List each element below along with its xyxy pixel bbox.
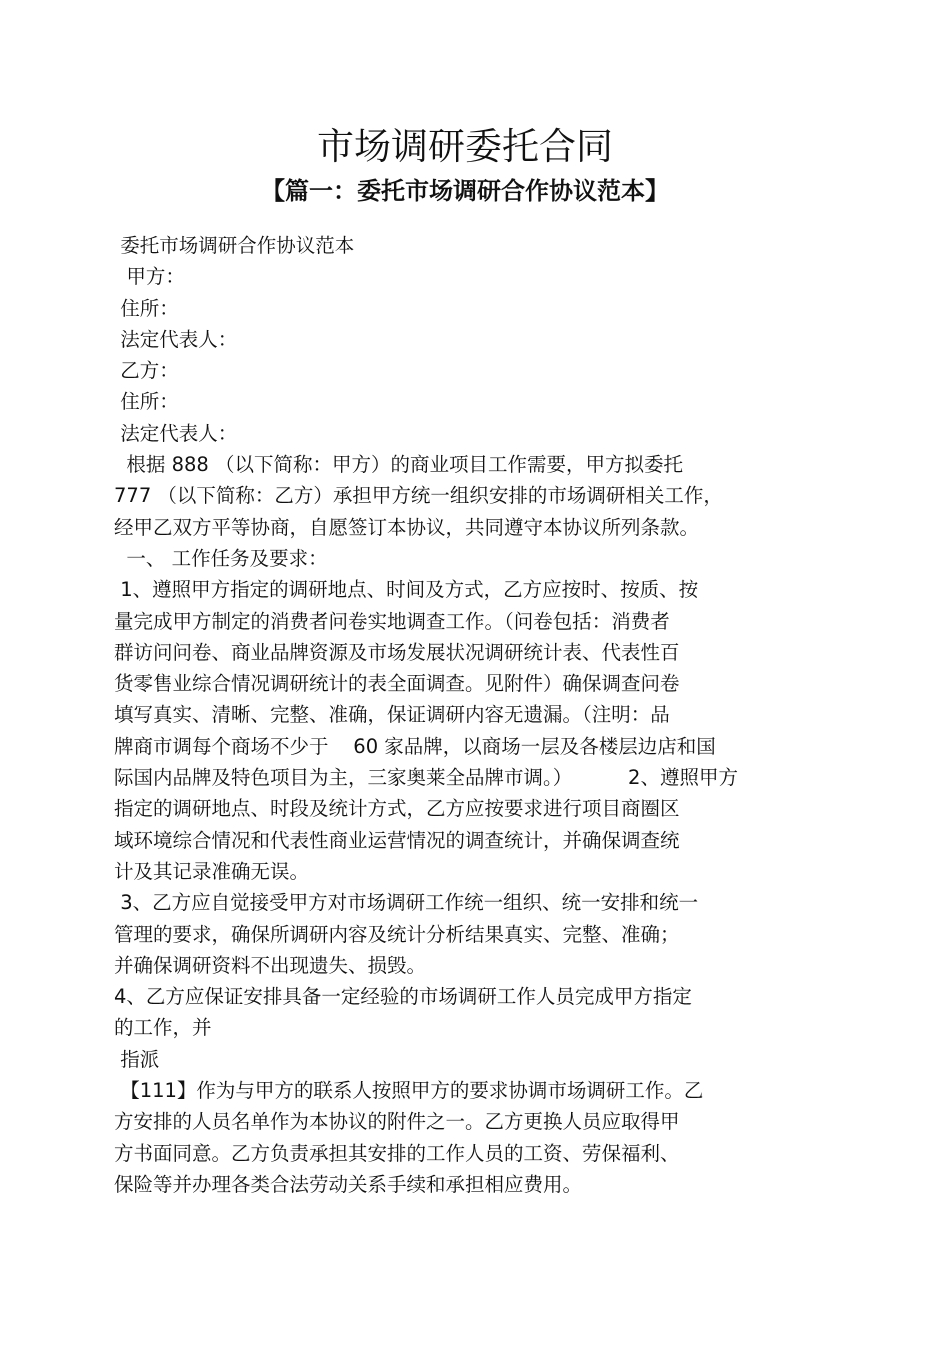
document-line: 方安排的人员名单作为本协议的附件之一。乙方更换人员应取得甲	[114, 1110, 680, 1134]
document-line: 经甲乙双方平等协商，自愿签订本协议，共同遵守本协议所列条款。	[114, 515, 700, 539]
document-line: 甲方：	[114, 265, 185, 289]
document-line: 计及其记录准确无误。	[114, 859, 310, 883]
document-line: 3、乙方应自觉接受甲方对市场调研工作统一组织、统一安排和统一	[114, 891, 699, 915]
document-line: 一、 工作任务及要求：	[114, 546, 328, 570]
document-line: 1、遵照甲方指定的调研地点、时间及方式，乙方应按时、按质、按	[114, 578, 699, 602]
document-line: 际国内品牌及特色项目为主，三家奥莱全品牌市调。） 2、遵照甲方	[114, 766, 738, 790]
document-line: 【111】作为与甲方的联系人按照甲方的要求协调市场调研工作。乙	[114, 1079, 704, 1103]
document-line: 法定代表人：	[114, 421, 238, 445]
document-line: 的工作，并	[114, 1016, 212, 1040]
document-line: 牌商市调每个商场不少于 60 家品牌，以商场一层及各楼层边店和国	[114, 734, 716, 758]
document-line: 乙方：	[114, 359, 179, 383]
document-line: 域环境综合情况和代表性商业运营情况的调查统计，并确保调查统	[114, 828, 680, 852]
document-line: 4、乙方应保证安排具备一定经验的市场调研工作人员完成甲方指定	[114, 985, 692, 1009]
document-line: 量完成甲方制定的消费者问卷实地调查工作。（问卷包括：消费者	[114, 609, 670, 633]
document-title: 市场调研委托合同	[317, 125, 613, 168]
document-line: 群访问问卷、商业品牌资源及市场发展状况调研统计表、代表性百	[114, 640, 680, 664]
document-line: 货零售业综合情况调研统计的表全面调查。见附件）确保调查问卷	[114, 672, 680, 696]
document-subtitle: 【篇一：委托市场调研合作协议范本】	[261, 177, 669, 205]
document-line: 住所：	[114, 296, 179, 320]
document-line: 指定的调研地点、时段及统计方式，乙方应按要求进行项目商圈区	[114, 797, 680, 821]
document-line: 委托市场调研合作协议范本	[114, 234, 355, 257]
document-body	[114, 230, 834, 1200]
document-line: 保险等并办理各类合法劳动关系手续和承担相应费用。	[114, 1172, 583, 1196]
document-line: 管理的要求，确保所调研内容及统计分析结果真实、完整、准确；	[114, 922, 680, 946]
document-line: 并确保调研资料不出现遗失、损毁。	[114, 953, 427, 977]
document-line: 法定代表人：	[114, 327, 238, 351]
document-line: 住所：	[114, 390, 179, 414]
document-line: 777 （以下简称：乙方）承担甲方统一组织安排的市场调研相关工作，	[114, 484, 723, 508]
document-line: 根据 888 （以下简称：甲方）的商业项目工作需要，甲方拟委托	[114, 453, 684, 477]
document-line: 指派	[114, 1047, 160, 1071]
document-line: 填写真实、清晰、完整、准确，保证调研内容无遗漏。（注明：品	[114, 703, 670, 727]
document-line: 方书面同意。乙方负责承担其安排的工作人员的工资、劳保福利、	[114, 1141, 680, 1165]
